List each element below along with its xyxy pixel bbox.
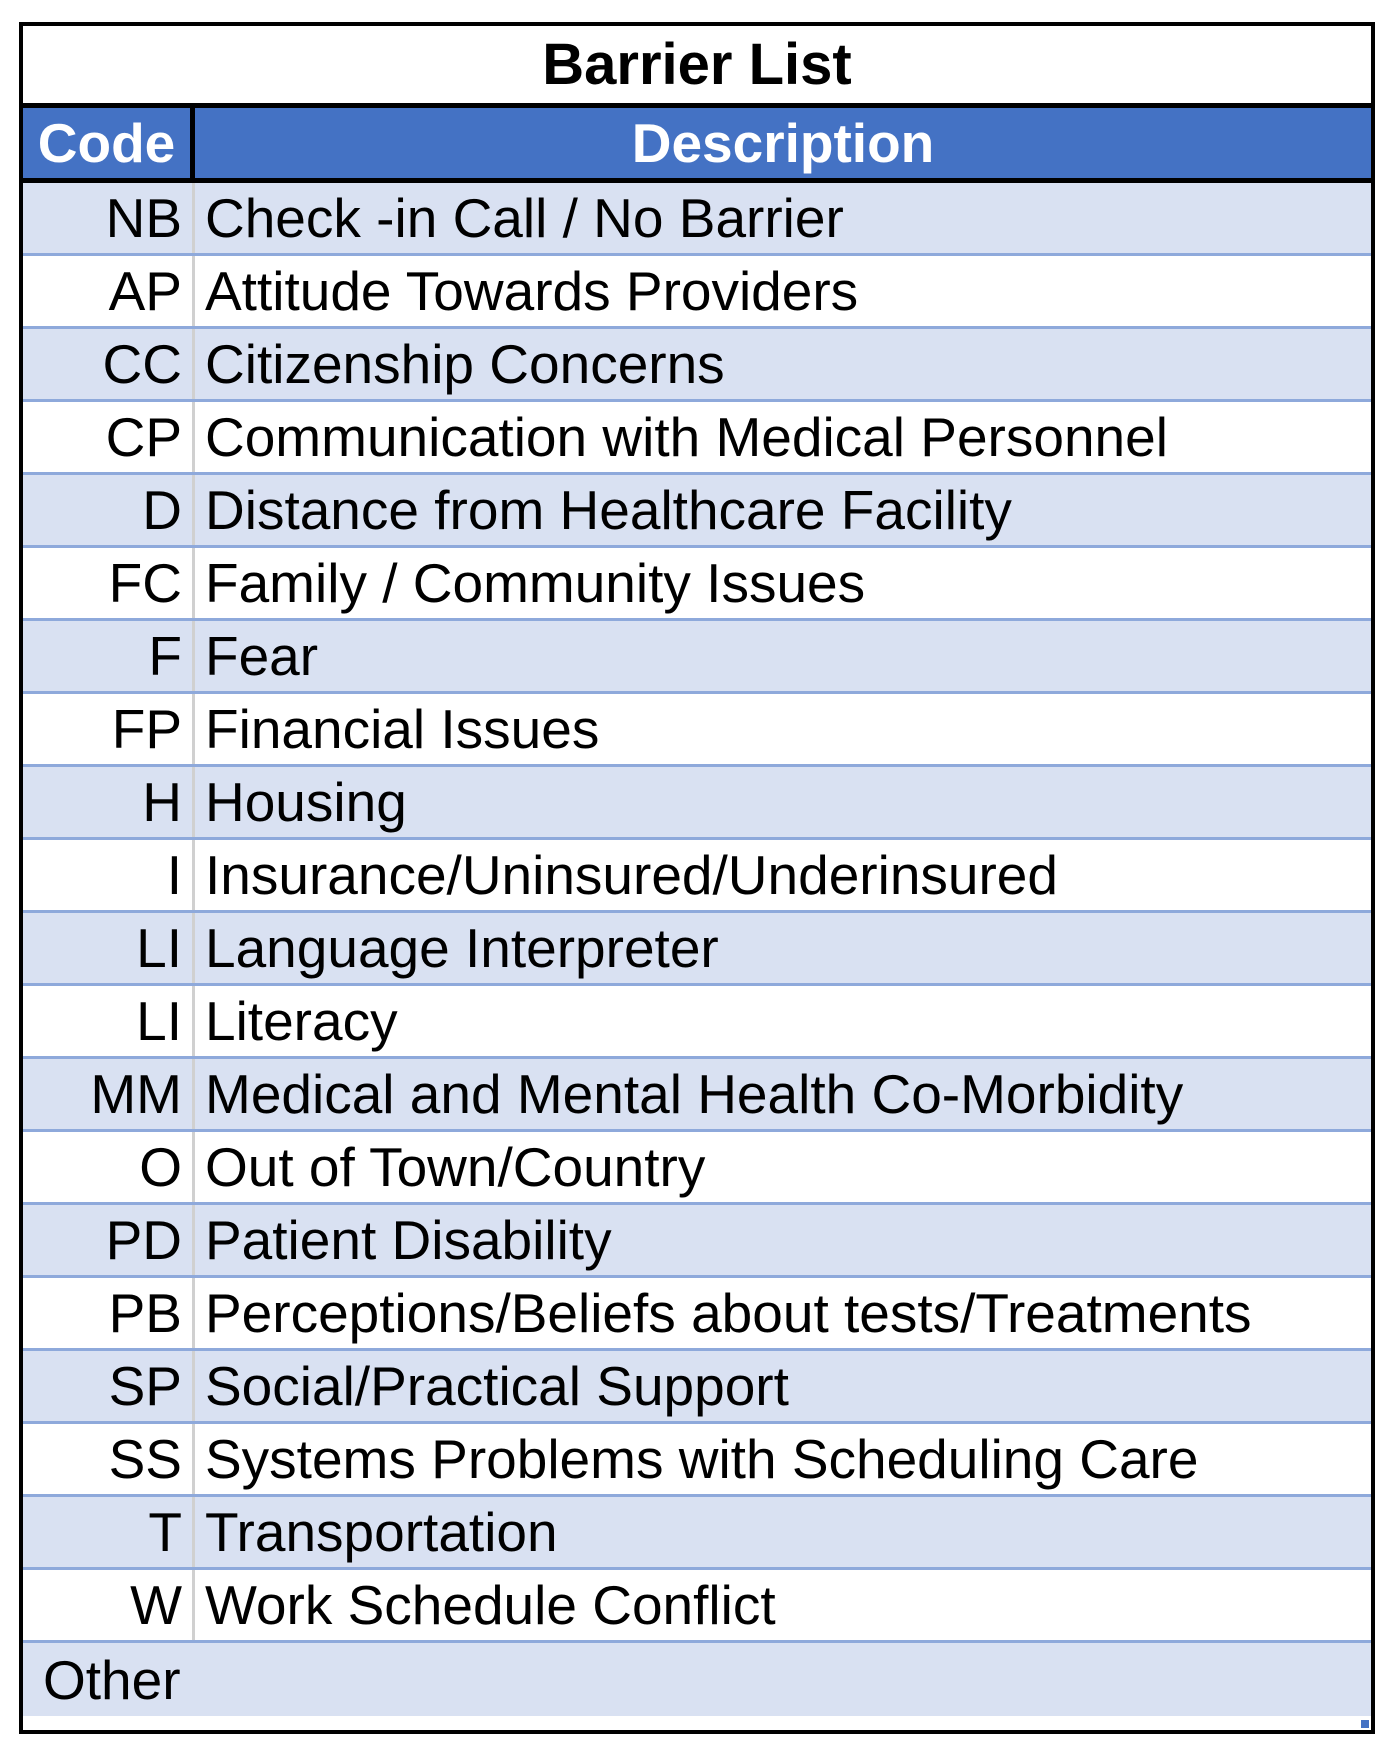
barrier-code-cell[interactable]: I <box>23 840 195 910</box>
table-row[interactable] <box>23 986 1371 1059</box>
barrier-code-cell[interactable]: T <box>23 1497 195 1567</box>
barrier-code-cell[interactable]: SS <box>23 1424 195 1494</box>
table-row[interactable] <box>23 1351 1371 1424</box>
table-row[interactable] <box>23 913 1371 986</box>
table-row[interactable] <box>23 1059 1371 1132</box>
barrier-code-cell[interactable]: LI <box>23 986 195 1056</box>
barrier-description-cell[interactable]: Housing <box>205 771 407 833</box>
table-row[interactable] <box>23 475 1371 548</box>
table-row[interactable] <box>23 183 1371 256</box>
barrier-description-cell[interactable]: Insurance/Uninsured/Underinsured <box>205 844 1058 906</box>
table-title: Barrier List <box>23 26 1371 108</box>
barrier-code-cell[interactable]: FP <box>23 694 195 764</box>
table-row[interactable] <box>23 1205 1371 1278</box>
table-body <box>23 183 1371 1716</box>
barrier-description-cell[interactable]: Fear <box>205 625 319 687</box>
barrier-description-cell[interactable]: Perceptions/Beliefs about tests/Treatments <box>205 1282 1252 1344</box>
barrier-description-cell[interactable]: Check -in Call / No Barrier <box>205 187 844 249</box>
resize-handle-icon[interactable] <box>1361 1720 1369 1728</box>
table-row[interactable] <box>23 256 1371 329</box>
barrier-description-cell[interactable]: Language Interpreter <box>205 917 719 979</box>
barrier-code-cell[interactable]: AP <box>23 256 195 326</box>
table-row[interactable] <box>23 1424 1371 1497</box>
barrier-description-cell[interactable]: Work Schedule Conflict <box>205 1574 776 1636</box>
barrier-code-cell[interactable]: H <box>23 767 195 837</box>
barrier-description-cell[interactable]: Attitude Towards Providers <box>205 260 859 322</box>
table-row[interactable] <box>23 1132 1371 1205</box>
barrier-description-cell[interactable]: Communication with Medical Personnel <box>205 406 1168 468</box>
barrier-code-cell[interactable]: FC <box>23 548 195 618</box>
table-row[interactable] <box>23 1570 1371 1643</box>
barrier-description-cell[interactable]: Systems Problems with Scheduling Care <box>205 1428 1199 1490</box>
barrier-description-cell[interactable]: Distance from Healthcare Facility <box>205 479 1012 541</box>
table-row[interactable] <box>23 548 1371 621</box>
barrier-code-cell[interactable]: MM <box>23 1059 195 1129</box>
barrier-code-cell[interactable]: SP <box>23 1351 195 1421</box>
table-row[interactable] <box>23 621 1371 694</box>
header-description: Description <box>631 112 935 174</box>
other-row[interactable] <box>23 1643 1371 1716</box>
table-row[interactable] <box>23 329 1371 402</box>
barrier-description-cell[interactable]: Patient Disability <box>205 1209 612 1271</box>
barrier-code-cell[interactable]: CC <box>23 329 195 399</box>
barrier-code-cell[interactable]: F <box>23 621 195 691</box>
barrier-code-cell[interactable]: W <box>23 1570 195 1640</box>
table-row[interactable] <box>23 1497 1371 1570</box>
table-row[interactable] <box>23 1278 1371 1351</box>
header-code: Code <box>23 108 195 178</box>
table-row[interactable] <box>23 767 1371 840</box>
barrier-description-cell[interactable]: Citizenship Concerns <box>205 333 725 395</box>
barrier-code-cell[interactable]: PB <box>23 1278 195 1348</box>
barrier-code-cell[interactable]: NB <box>23 183 195 253</box>
barrier-code-cell[interactable]: O <box>23 1132 195 1202</box>
table-header-row <box>23 108 1371 183</box>
barrier-code-cell[interactable]: CP <box>23 402 195 472</box>
barrier-description-cell[interactable]: Social/Practical Support <box>205 1355 789 1417</box>
table-row[interactable] <box>23 840 1371 913</box>
barrier-description-cell[interactable]: Literacy <box>205 990 398 1052</box>
barrier-description-cell[interactable]: Out of Town/Country <box>205 1136 706 1198</box>
barrier-code-cell[interactable]: D <box>23 475 195 545</box>
barrier-description-cell[interactable]: Financial Issues <box>205 698 600 760</box>
barrier-description-cell[interactable]: Family / Community Issues <box>205 552 866 614</box>
other-label[interactable]: Other <box>43 1648 181 1711</box>
barrier-code-cell[interactable]: PD <box>23 1205 195 1275</box>
barrier-code-cell[interactable]: LI <box>23 913 195 983</box>
table-row[interactable] <box>23 694 1371 767</box>
barrier-list-table <box>19 22 1375 1734</box>
barrier-description-cell[interactable]: Medical and Mental Health Co-Morbidity <box>205 1063 1184 1125</box>
table-row[interactable] <box>23 402 1371 475</box>
barrier-description-cell[interactable]: Transportation <box>205 1501 558 1563</box>
